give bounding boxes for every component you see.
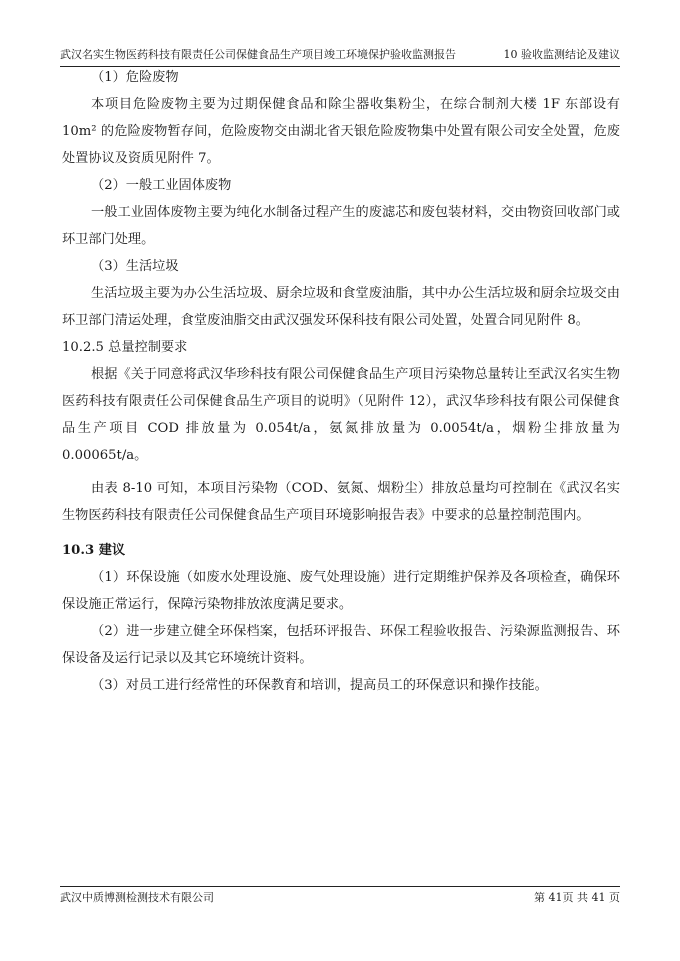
hazardous-waste-paragraph: 本项目危险废物主要为过期保健食品和除尘器收集粉尘，在综合制剂大楼 1F 东部设有 10m² 的危险废物暂存间，危险废物交由湖北省天银危险废物集中处置有限公司安全处置，危废处置协议及资质见附件 7。 <box>62 97 620 166</box>
recommendation-2: （2）进一步建立健全环保档案，包括环评报告、环保工程验收报告、污染源监测报告、环保设备及运行记录以及其它环境统计资料。 <box>62 624 620 666</box>
footer-divider <box>60 886 620 887</box>
total-control-conclusion: 由表 8-10 可知，本项目污染物（COD、氨氮、烟粉尘）排放总量均可控制在《武汉名实生物医药科技有限责任公司保健食品生产项目环境影响报告表》中要求的总量控制范围内。 <box>62 481 620 523</box>
recommendation-3: （3）对员工进行经常性的环保教育和培训，提高员工的环保意识和操作技能。 <box>91 678 548 693</box>
industrial-waste-heading: （2）一般工业固体废物 <box>91 178 232 193</box>
recommendation-1: （1）环保设施（如废水处理设施、废气处理设施）进行定期维护保养及各项检查，确保环保设施正常运行，保障污染物排放浓度满足要求。 <box>62 570 620 612</box>
footer-company: 武汉中质博测检测技术有限公司 <box>60 891 214 904</box>
domestic-waste-paragraph: 生活垃圾主要为办公生活垃圾、厨余垃圾和食堂废油脂，其中办公生活垃圾和厨余垃圾交由环卫部门清运处理，食堂废油脂交由武汉强发环保科技有限公司处置，处置合同见附件 8。 <box>62 286 620 328</box>
page-number: 第 41页 共 41 页 <box>534 891 620 904</box>
total-control-paragraph: 根据《关于同意将武汉华珍科技有限公司保健食品生产项目污染物总量转让至武汉名实生物医药科技有限责任公司保健食品生产项目的说明》（见附件 12），武汉华珍科技有限公司保健食品生产项目 COD 排放量为 0.054t/a，氨氮排放量为 0.0054t/a，烟粉尘排放量为 0.00065t/a。 <box>62 367 620 463</box>
domestic-waste-heading: （3）生活垃圾 <box>91 259 179 274</box>
section-label: 10 验收监测结论及建议 <box>503 48 620 61</box>
document-body <box>62 64 620 699</box>
section-heading-10-3: 10.3 建议 <box>62 543 126 558</box>
report-title: 武汉名实生物医药科技有限责任公司保健食品生产项目竣工环境保护验收监测报告 <box>60 48 456 61</box>
hazardous-waste-heading: （1）危险废物 <box>91 70 179 85</box>
section-heading-10-2-5: 10.2.5 总量控制要求 <box>62 340 188 355</box>
page-header <box>60 46 620 64</box>
industrial-waste-paragraph: 一般工业固体废物主要为纯化水制备过程产生的废滤芯和废包装材料，交由物资回收部门或环卫部门处理。 <box>62 205 620 247</box>
